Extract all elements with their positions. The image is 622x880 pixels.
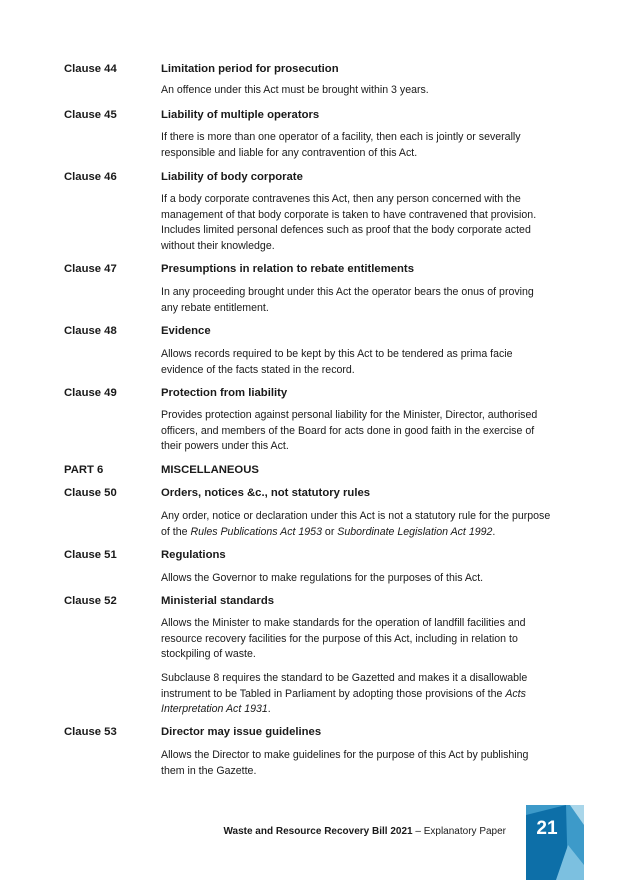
- clause-number: Clause 50: [64, 487, 117, 499]
- clause-title: MISCELLANEOUS: [161, 464, 259, 476]
- clause-description: Allows the Director to make guidelines for the purpose of this Act by publishing them in the Gazette.: [161, 749, 529, 777]
- clause-number: Clause 51: [64, 549, 117, 561]
- clause-number: Clause 45: [64, 109, 117, 121]
- footer-title: Waste and Resource Recovery Bill 2021 – Explanatory Paper: [223, 826, 506, 837]
- clause-description: An offence under this Act must be brought within 3 years.: [161, 84, 429, 96]
- clause-description: Subclause 8 requires the standard to be Gazetted and makes it a disallowable instrument to be Tabled in Parliament by adopting those provisions of the Acts Interpretation Act 1931.: [161, 672, 528, 716]
- clause-description: Allows records required to be kept by this Act to be tendered as prima facie evidence of the facts stated in the record.: [161, 348, 513, 376]
- clause-number: PART 6: [64, 464, 104, 476]
- clause-title: Regulations: [161, 549, 226, 561]
- clause-description: In any proceeding brought under this Act the operator bears the onus of proving any rebate entitlement.: [161, 286, 534, 314]
- clause-number: Clause 48: [64, 325, 117, 337]
- clause-title: Limitation period for prosecution: [161, 63, 339, 75]
- clause-number: Clause 44: [64, 63, 117, 75]
- clause-description: If a body corporate contravenes this Act, then any person concerned with the management of that body corporate is taken to have contravened that provision. Includes limited personal defences such as proof that the body corporate acted without their knowledge.: [161, 193, 537, 252]
- page-number-badge: [526, 805, 584, 880]
- clause-number: Clause 49: [64, 387, 117, 399]
- page-number: 21: [536, 818, 558, 839]
- clause-description: If there is more than one operator of a facility, then each is jointly or severally responsible and liable for any contravention of this Act.: [161, 131, 521, 159]
- clause-description: Allows the Minister to make standards for the operation of landfill facilities and resource recovery facilities for the purpose of this Act, including in relation to stockpiling of waste.: [161, 617, 526, 661]
- clause-title: Director may issue guidelines: [161, 726, 322, 738]
- clause-number: Clause 47: [64, 263, 117, 275]
- clause-description: Any order, notice or declaration under this Act is not a statutory rule for the purpose of the Rules Publications Act 1953 or Subordinate Legislation Act 1992.: [161, 510, 551, 538]
- clause-title: Ministerial standards: [161, 595, 275, 607]
- clause-title: Orders, notices &c., not statutory rules: [161, 487, 371, 499]
- clause-title: Presumptions in relation to rebate entitlements: [161, 263, 414, 275]
- clause-number: Clause 46: [64, 171, 117, 183]
- clause-description: Provides protection against personal liability for the Minister, Director, authorised officers, and members of the Board for acts done in good faith in the exercise of their powers under this Act.: [161, 409, 538, 453]
- clause-title: Evidence: [161, 325, 211, 337]
- clause-description: Allows the Governor to make regulations for the purposes of this Act.: [161, 572, 484, 584]
- clause-number: Clause 53: [64, 726, 117, 738]
- clause-title: Protection from liability: [161, 387, 288, 399]
- clause-title: Liability of multiple operators: [161, 109, 320, 121]
- clause-title: Liability of body corporate: [161, 171, 303, 183]
- clause-number: Clause 52: [64, 595, 117, 607]
